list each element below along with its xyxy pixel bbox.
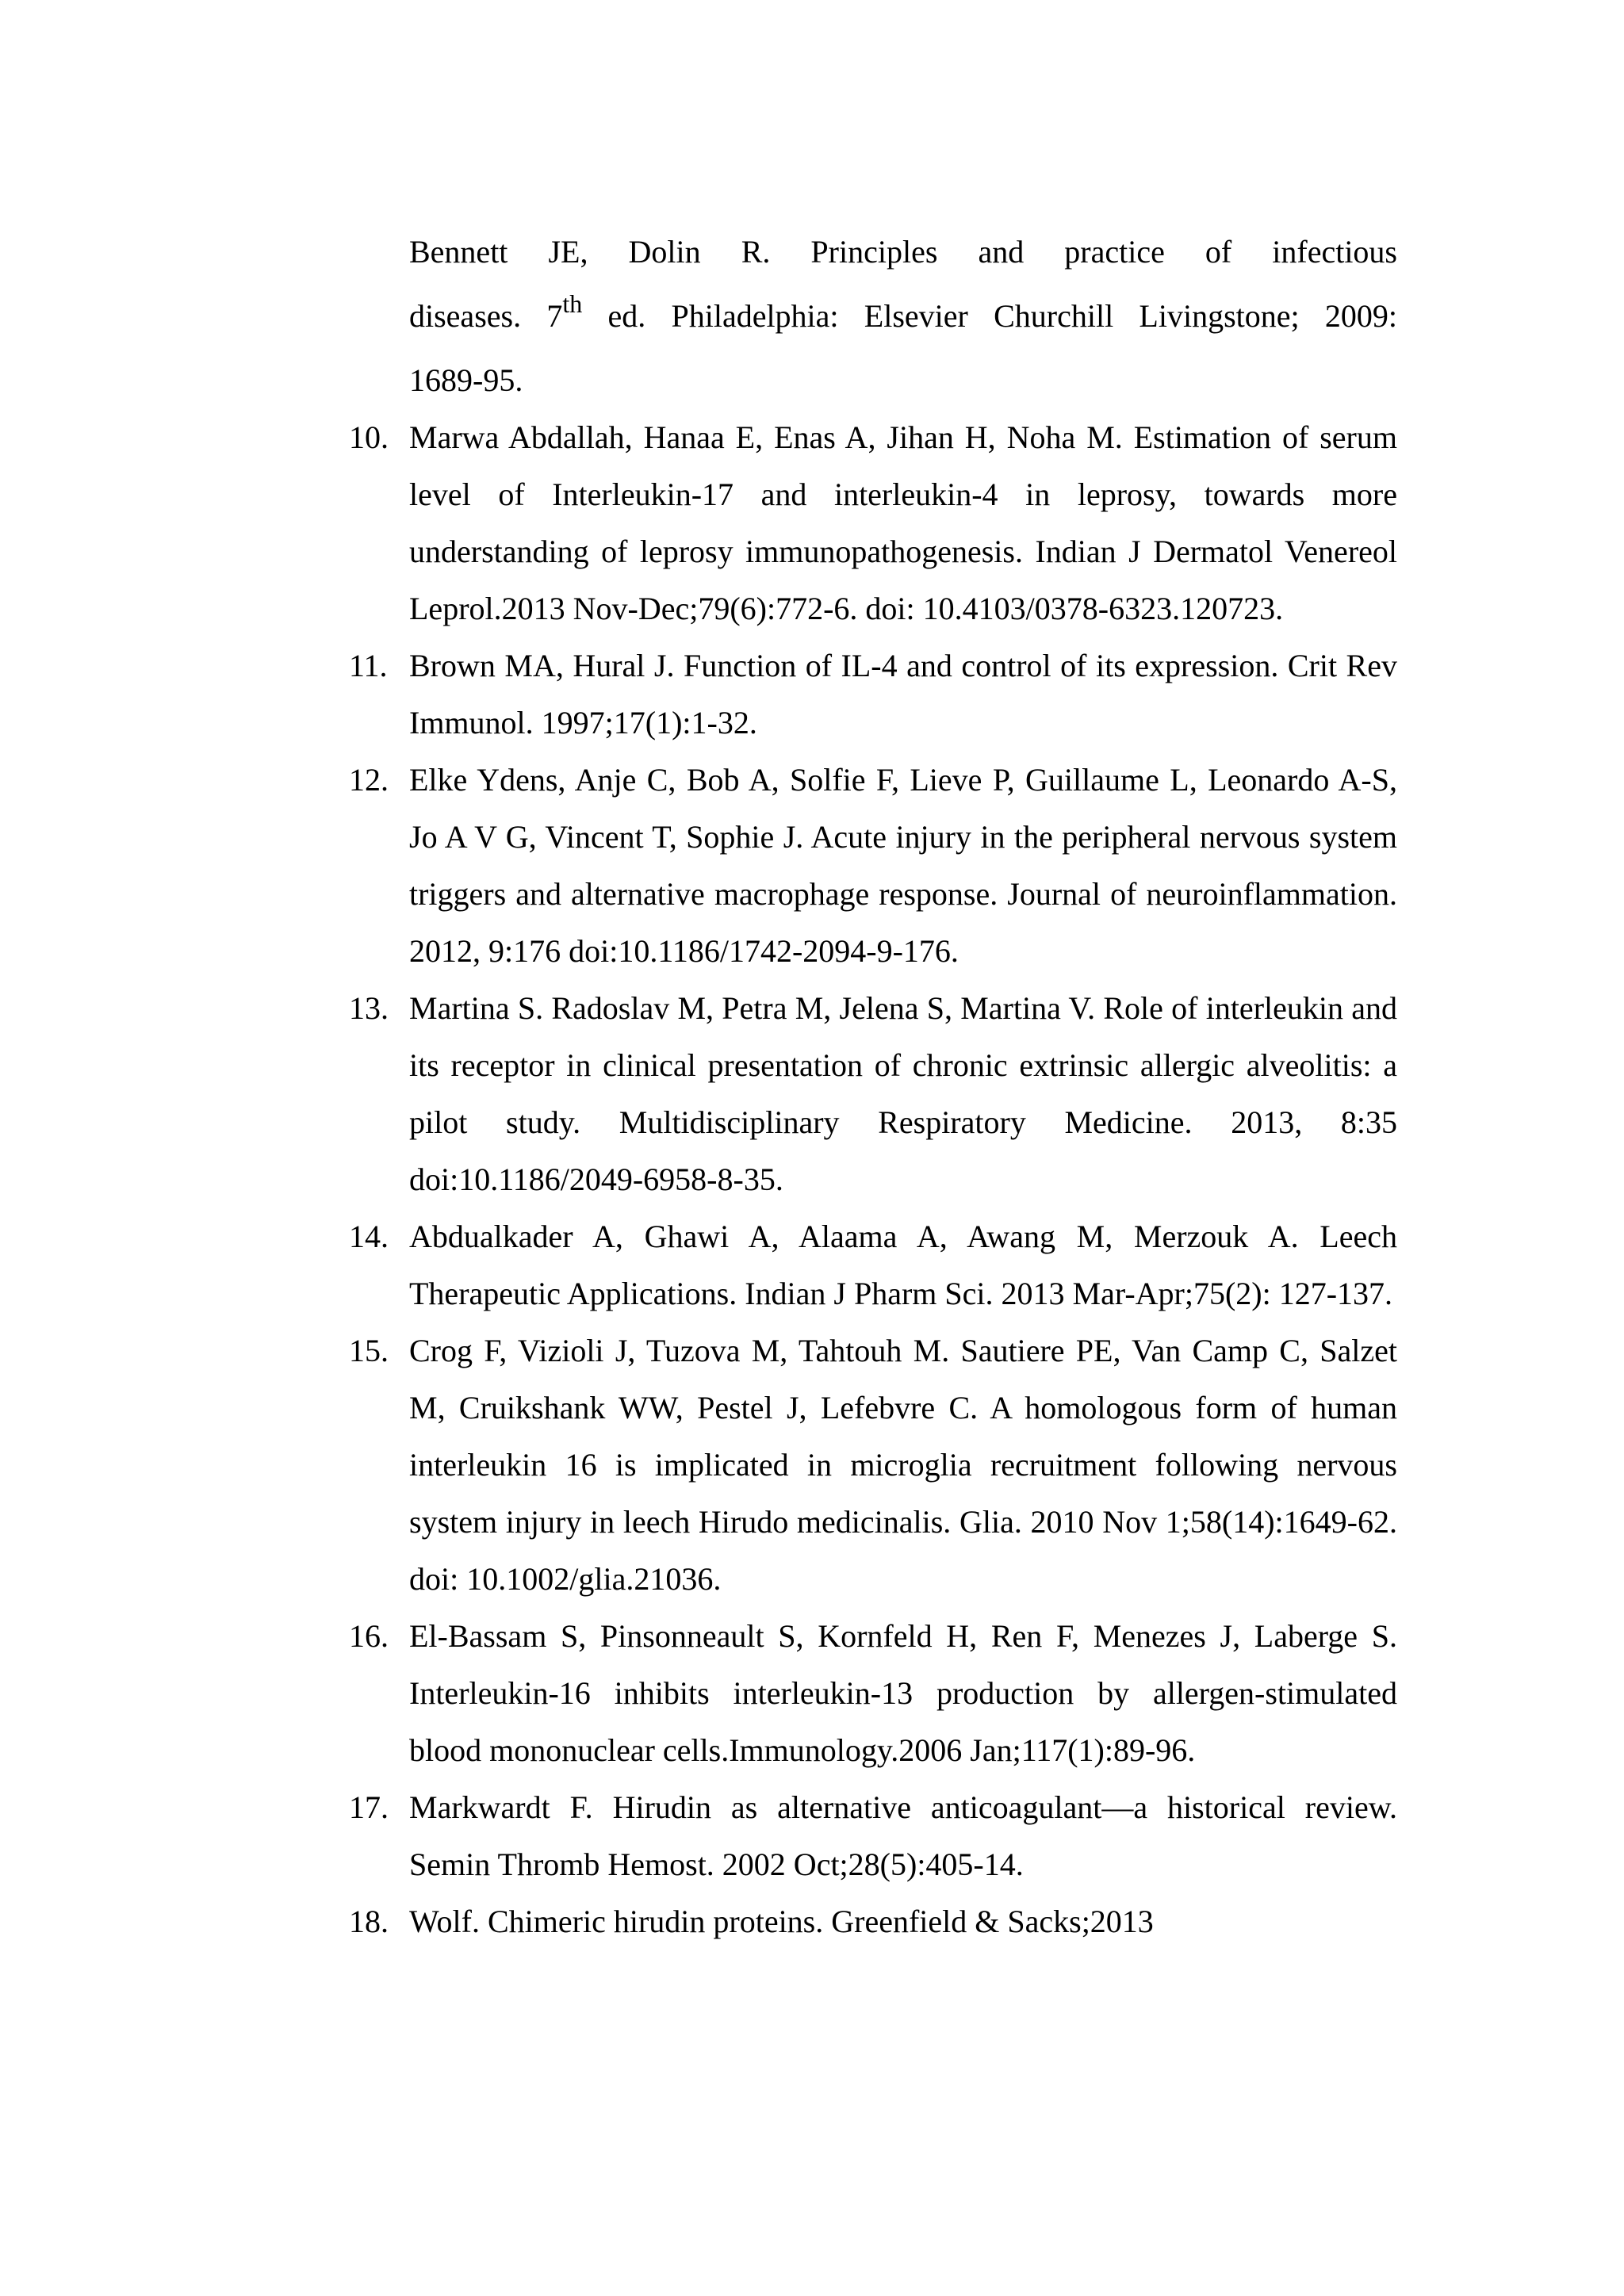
reference-item-14 (349, 1208, 1397, 1322)
reference-number: 15. (349, 1333, 389, 1368)
reference-item-12 (349, 752, 1397, 980)
reference-text: Wolf. Chimeric hirudin proteins. Greenfield & Sacks;2013 (409, 1904, 1154, 1939)
reference-number: 12. (349, 762, 389, 798)
continuation-line-2-pre: diseases. 7 (409, 298, 563, 334)
reference-text: El-Bassam S, Pinsonneault S, Kornfeld H, Ren F, Menezes J, Laberge S. Interleukin-16 inhibits interleukin-13 production by allergen-stimulated blood mononuclear cells.Immunology.2006 Jan;117(1):89-96. (409, 1618, 1397, 1768)
reference-number: 14. (349, 1219, 389, 1254)
continuation-line-3: 1689-95. (409, 362, 523, 398)
continuation-line-1: Bennett JE, Dolin R. Principles and practice of infectious (409, 234, 1397, 270)
continuation-line-2 (409, 281, 1397, 352)
reference-text: Martina S. Radoslav M, Petra M, Jelena S, Martina V. Role of interleukin and its receptor in clinical presentation of chronic extrinsic allergic alveolitis: a pilot study. Multidisciplinary Respiratory Medicine. 2013, 8:35 doi:10.1186/2049-6958-8-35. (409, 990, 1397, 1197)
reference-item-16 (349, 1608, 1397, 1779)
reference-list (349, 224, 1397, 1950)
reference-item-11 (349, 637, 1397, 752)
reference-text: Marwa Abdallah, Hanaa E, Enas A, Jihan H, Noha M. Estimation of serum level of Interleukin-17 and interleukin-4 in leprosy, towards more understanding of leprosy immunopathogenesis. Indian J Dermatol Venereol Leprol.2013 Nov-Dec;79(6):772-6. doi: 10.4103/0378-6323.120723. (409, 419, 1397, 626)
edition-superscript: th (562, 289, 583, 318)
reference-item-15 (349, 1322, 1397, 1608)
reference-text: Abdualkader A, Ghawi A, Alaama A, Awang M, Merzouk A. Leech Therapeutic Applications. Indian J Pharm Sci. 2013 Mar-Apr;75(2): 127-137. (409, 1219, 1397, 1311)
reference-item-17 (349, 1779, 1397, 1893)
reference-number: 17. (349, 1789, 389, 1825)
continuation-line-2-post: ed. Philadelphia: Elsevier Churchill Livingstone; 2009: (582, 298, 1398, 334)
reference-text: Crog F, Vizioli J, Tuzova M, Tahtouh M. Sautiere PE, Van Camp C, Salzet M, Cruikshank WW, Pestel J, Lefebvre C. A homologous form of human interleukin 16 is implicated in microglia recruitment following nervous system injury in leech Hirudo medicinalis. Glia. 2010 Nov 1;58(14):1649-62. doi: 10.1002/glia.21036. (409, 1333, 1397, 1597)
reference-text: Brown MA, Hural J. Function of IL-4 and control of its expression. Crit Rev Immunol. 1997;17(1):1-32. (409, 648, 1397, 740)
reference-9-continuation (349, 224, 1397, 409)
reference-item-13 (349, 980, 1397, 1208)
reference-text: Elke Ydens, Anje C, Bob A, Solfie F, Lieve P, Guillaume L, Leonardo A-S, Jo A V G, Vincent T, Sophie J. Acute injury in the peripheral nervous system triggers and alternative macrophage response. Journal of neuroinflammation. 2012, 9:176 doi:10.1186/1742-2094-9-176. (409, 762, 1397, 969)
reference-number: 10. (349, 419, 389, 455)
reference-text: Markwardt F. Hirudin as alternative anticoagulant—a historical review. Semin Thromb Hemost. 2002 Oct;28(5):405-14. (409, 1789, 1397, 1882)
reference-item-10 (349, 409, 1397, 637)
reference-number: 18. (349, 1904, 389, 1939)
reference-number: 13. (349, 990, 389, 1026)
reference-number: 16. (349, 1618, 389, 1654)
reference-number: 11. (349, 648, 388, 683)
reference-item-18 (349, 1893, 1397, 1950)
